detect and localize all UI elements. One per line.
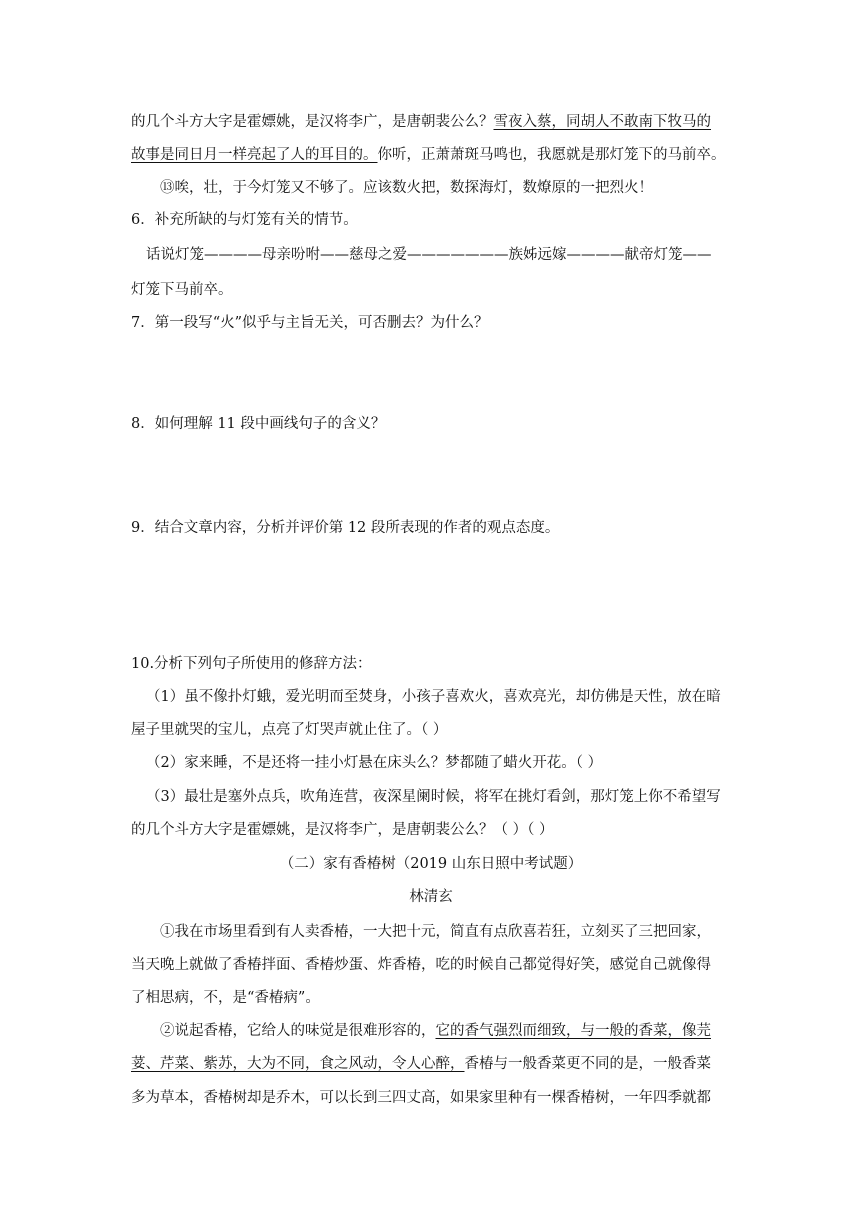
question-8-title: 8．如何理解 11 段中画线句子的含义？ bbox=[131, 416, 386, 432]
passage-b-p1-line-3: 了相思病，不，是“香椿病”。 bbox=[131, 990, 320, 1006]
underlined-sentence: 它的香气强烈而细致，与一般的香菜，像芫 bbox=[435, 1023, 711, 1039]
question-10-item-1-line-1: （1）虽不像扑灯蛾，爱光明而至焚身，小孩子喜欢火，喜欢亮光，却仿佛是天性，放在暗 bbox=[146, 689, 721, 705]
question-9-title: 9．结合文章内容，分析并评价第 12 段所表现的作者的观点态度。 bbox=[131, 520, 560, 536]
passage-b-author: 林清玄 bbox=[409, 889, 453, 905]
passage-b-p2-line-1-text: ②说起香椿，它给人的味觉是很难形容的， bbox=[160, 1023, 436, 1039]
question-10-item-3-line-1: （3）最壮是塞外点兵，吹角连营，夜深星阑时候，将军在挑灯看剑，那灯笼上你不希望写 bbox=[146, 789, 721, 805]
question-6-chain-line-2: 灯笼下马前卒。 bbox=[131, 282, 233, 298]
passage-b-p1-line-2: 当天晚上就做了香椿拌面、香椿炒蛋、炸香椿，吃的时候自己都觉得好笑，感觉自己就像得 bbox=[131, 957, 711, 973]
passage-a-line-1-text: 的几个斗方大字是霍嫖姚，是汉将李广，是唐朝裴公么？ bbox=[131, 114, 494, 130]
passage-b-p1-line-1: ①我在市场里看到有人卖香椿，一大把十元，简直有点欣喜若狂，立刻买了三把回家， bbox=[160, 924, 711, 940]
passage-b-p2-line-1 bbox=[160, 1021, 760, 1041]
underlined-sentence: 故事是同日月一样亮起了人的耳目的。 bbox=[131, 147, 378, 163]
passage-b-p2-line-2-text: 香椿与一般香菜更不同的是，一般香菜 bbox=[464, 1056, 711, 1072]
passage-a-line-1 bbox=[131, 112, 731, 132]
question-6-chain-line-1: 话说灯笼————母亲吩咐——慈母之爱———————族姊远嫁————献帝灯笼—— bbox=[146, 247, 712, 263]
underlined-sentence: 雪夜入蔡，同胡人不敢南下牧马的 bbox=[493, 114, 711, 130]
passage-a-line-2 bbox=[131, 145, 731, 165]
passage-a-line-2-text: 你听，正萧萧斑马鸣也，我愿就是那灯笼下的马前卒。 bbox=[377, 147, 726, 163]
question-10-item-1-line-2: 屋子里就哭的宝儿，点亮了灯哭声就止住了。（ ） bbox=[131, 722, 448, 738]
passage-b-title: （二）家有香椿树（2019 山东日照中考试题） bbox=[279, 856, 583, 872]
question-10-item-2: （2）家来睡，不是还将一挂小灯悬在床头么？梦都随了蜡火开花。（ ） bbox=[146, 755, 603, 771]
passage-b-p2-line-3: 多为草本，香椿树却是乔木，可以长到三四丈高，如果家里种有一棵香椿树，一年四季就都 bbox=[131, 1090, 711, 1106]
question-10-item-3-line-2: 的几个斗方大字是霍嫖姚，是汉将李广，是唐朝裴公么？（ ）（ ） bbox=[131, 822, 554, 838]
question-6-title: 6．补充所缺的与灯笼有关的情节。 bbox=[131, 212, 358, 228]
underlined-sentence: 荽、芹菜、紫苏，大为不同，食之风动，令人心醉， bbox=[131, 1056, 465, 1072]
question-7-title: 7．第一段写“火”似乎与主旨无关，可否删去？为什么？ bbox=[131, 315, 489, 331]
paragraph-13: ⑬唉，壮，于今灯笼又不够了。应该数火把，数探海灯，数燎原的一把烈火！ bbox=[160, 180, 653, 196]
passage-b-p2-line-2 bbox=[131, 1054, 731, 1074]
question-10-title: 10.分析下列句子所使用的修辞方法： bbox=[131, 656, 372, 672]
